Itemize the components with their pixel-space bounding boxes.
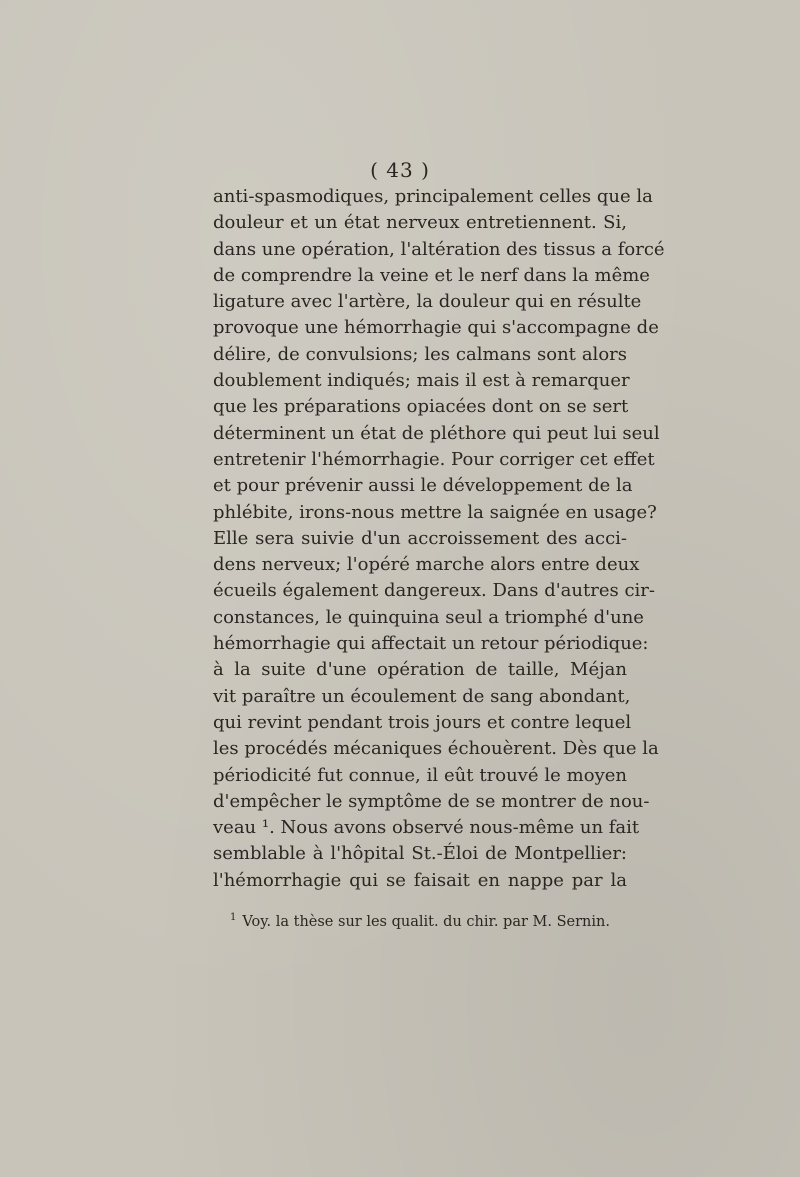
body-text xyxy=(213,184,665,894)
text-line: que les préparations opiacées dont on se sert xyxy=(213,396,629,418)
text-line: et pour prévenir aussi le développement de la xyxy=(213,475,633,497)
text-line: déterminent un état de pléthore qui peut lui seul xyxy=(213,422,660,444)
text-line: phlébite, irons-nous mettre la saignée en usage? xyxy=(213,501,657,523)
text-line: entretenir l'hémorrhagie. Pour corriger cet effet xyxy=(213,448,655,470)
text-line: provoque une hémorrhagie qui s'accompagne de xyxy=(213,317,659,339)
text-line: anti-spasmodiques, principalement celles que la xyxy=(213,186,653,207)
text-line: dens nerveux; l'opéré marche alors entre deux xyxy=(213,554,640,576)
text-line: dans une opération, l'altération des tissus a forcé xyxy=(213,238,665,260)
text-line: veau ¹. Nous avons observé nous-même un fait xyxy=(213,817,640,839)
text-line: hémorrhagie qui affectait un retour périodique: xyxy=(213,633,649,655)
text-line: de comprendre la veine et le nerf dans la même xyxy=(213,264,650,286)
text-line: ligature avec l'artère, la douleur qui en résulte xyxy=(213,291,642,313)
text-line: délire, de convulsions; les calmans sont alors xyxy=(213,343,627,365)
text-line: semblable à l'hôpital St.-Éloi de Montpellier: xyxy=(213,843,627,865)
footnote-marker: 1 xyxy=(230,912,237,923)
text-line: périodicité fut connue, il eût trouvé le moyen xyxy=(213,764,627,786)
text-line: qui revint pendant trois jours et contre lequel xyxy=(213,711,632,733)
footnote xyxy=(230,912,650,930)
text-line: écueils également dangereux. Dans d'autres cir- xyxy=(213,580,655,602)
text-line: constances, le quinquina seul a triomphé d'une xyxy=(213,606,644,628)
text-line: à la suite d'une opération de taille, Méjan xyxy=(213,659,627,681)
text-line: vit paraître un écoulement de sang abondant, xyxy=(213,685,631,707)
text-line: d'empêcher le symptôme de se montrer de nou- xyxy=(213,790,650,812)
page-number: ( 43 ) xyxy=(370,158,430,182)
text-line: Elle sera suivie d'un accroissement des acci- xyxy=(213,527,627,549)
text-line: doublement indiqués; mais il est à remarquer xyxy=(213,370,630,392)
text-line: les procédés mécaniques échouèrent. Dès que la xyxy=(213,738,659,760)
text-line: douleur et un état nerveux entretiennent. Si, xyxy=(213,212,627,234)
text-line: l'hémorrhagie qui se faisait en nappe par la xyxy=(213,869,627,891)
footnote-text: Voy. la thèse sur les qualit. du chir. par M. Sernin. xyxy=(242,913,610,930)
